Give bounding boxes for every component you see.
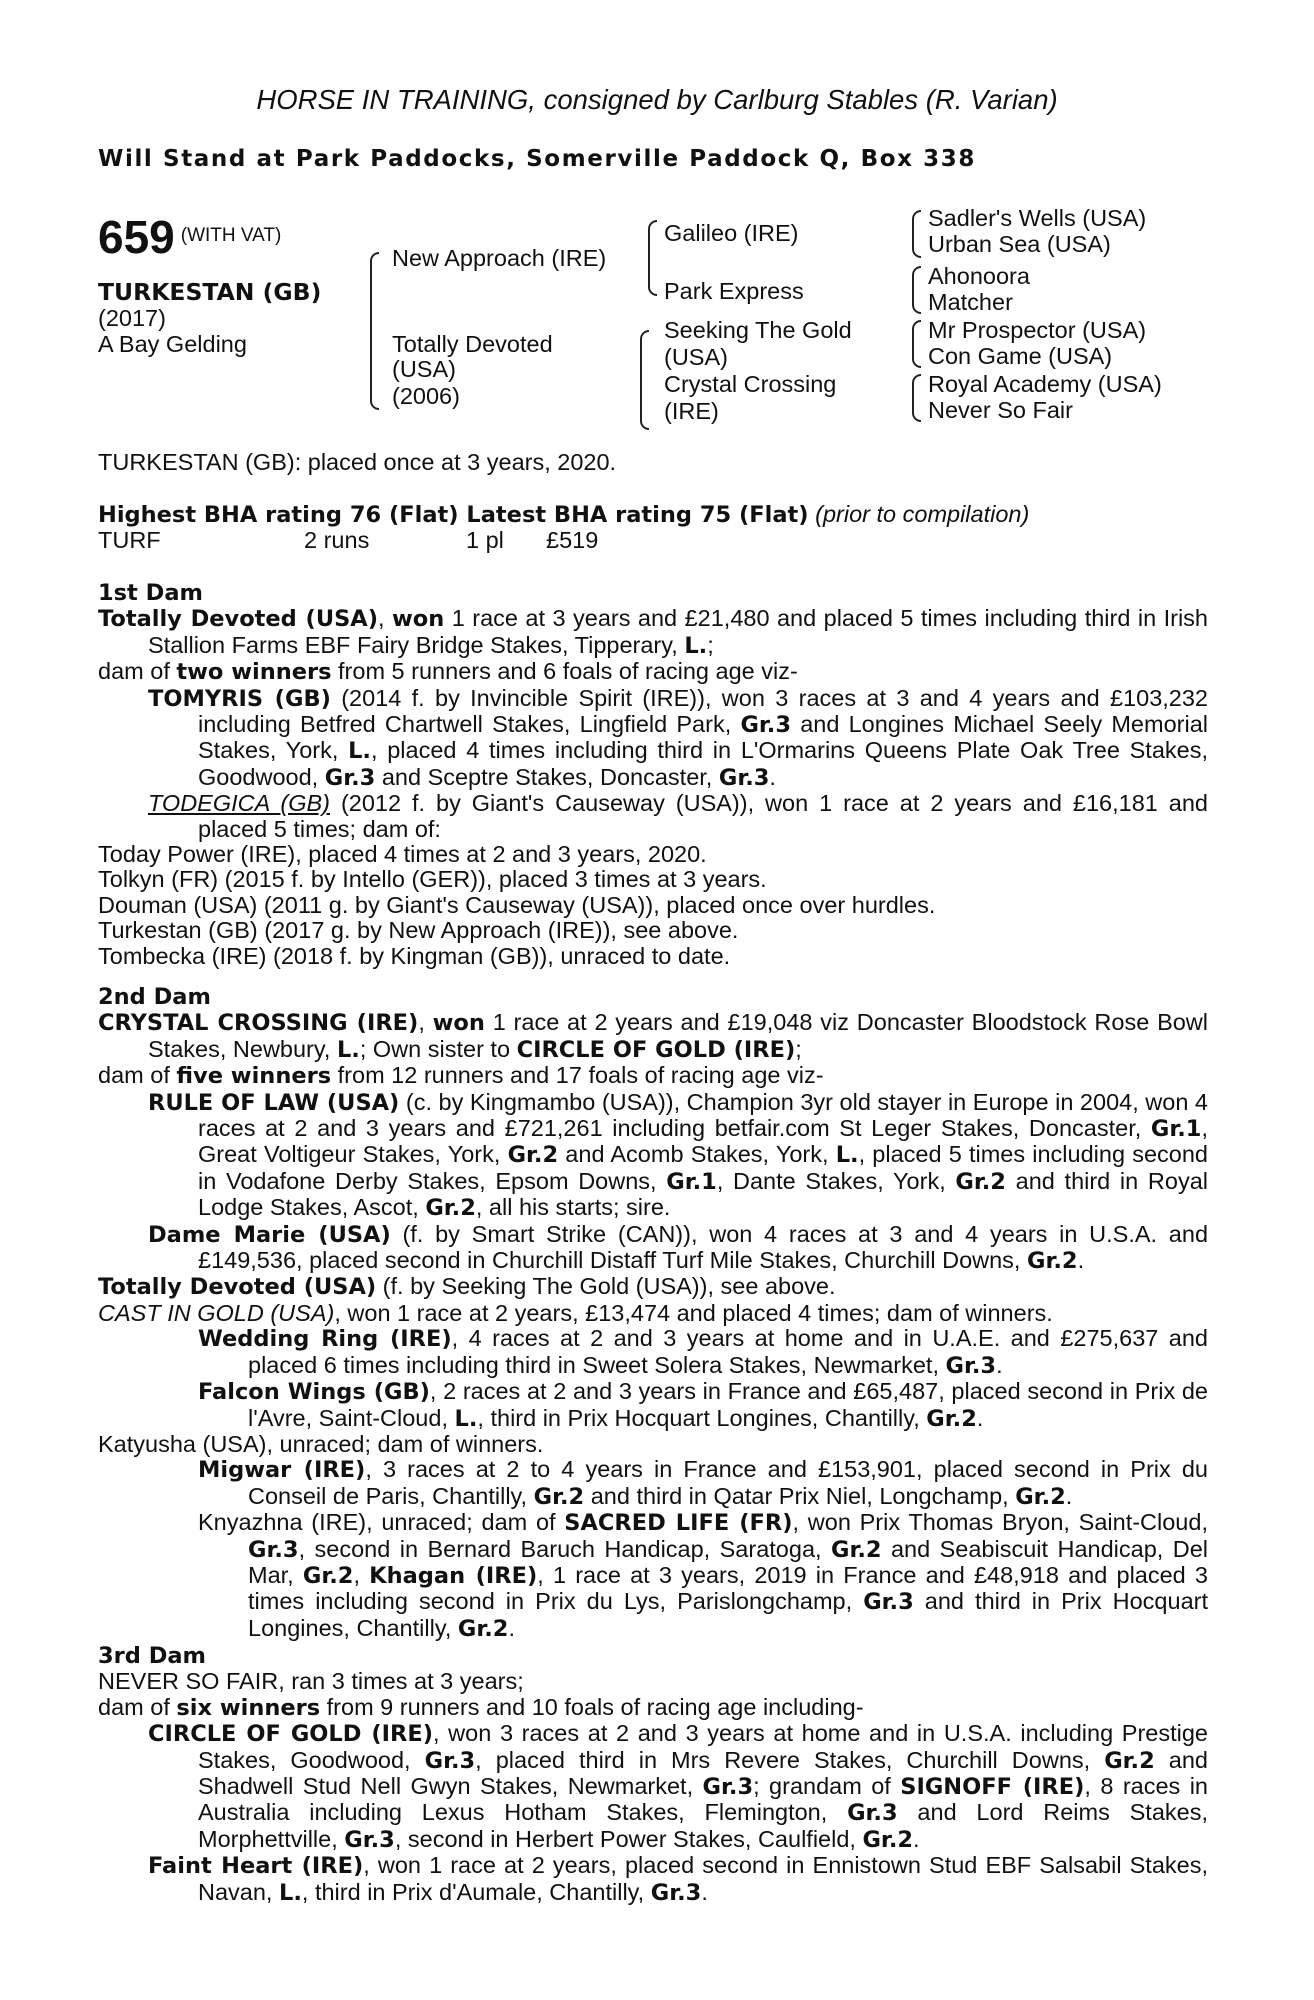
turf-placed: 1 pl — [466, 527, 504, 553]
produce-tomyris: TOMYRIS (GB) (2014 f. by Invincible Spirit (IRE)), won 3 races at 3 and 4 years and £103,232 including Betfred Chartwell Stakes, Lingfield Park, Gr.3 and Longines Michael Seely Memorial Stakes, York, L., placed 4 times including third in L'Ormarins Queens Plate Oak Tree Stakes, Goodwood, Gr.3 and Sceptre Stakes, Doncaster, Gr.3. — [148, 684, 1208, 791]
pedigree-gg-2: Urban Sea (USA) — [928, 231, 1111, 257]
pedigree-dam-dam-origin: (IRE) — [664, 398, 719, 424]
pedigree-gg-3: Ahonoora — [928, 263, 1030, 289]
produce-falcon-wings: Falcon Wings (GB), 2 races at 2 and 3 years in France and £65,487, placed second in Prix de l'Avre, Saint-Cloud, L., third in Prix Hocquart Longines, Chantilly, Gr.2. — [198, 1378, 1208, 1432]
pedigree-gg-8: Never So Fair — [928, 397, 1073, 423]
pedigree-brace-dam — [640, 330, 649, 430]
lot-number — [98, 210, 281, 263]
horse-year: (2017) — [98, 305, 166, 331]
pedigree-brace-main — [370, 252, 379, 410]
rating-bold: Highest BHA rating 76 (Flat) Latest BHA rating 75 (Flat) — [98, 502, 809, 528]
produce-totally-devoted: Totally Devoted (USA) (f. by Seeking The Gold (USA)), see above. — [98, 1273, 836, 1301]
horse-name: TURKESTAN (GB) — [98, 278, 322, 306]
consignment-title: HORSE IN TRAINING, consigned by Carlburg Stables (R. Varian) — [256, 84, 1058, 115]
pedigree-sire-dam: Park Express — [664, 278, 804, 304]
first-dam-record: Totally Devoted (USA), won 1 race at 3 years and £21,480 and placed 5 times including third in Irish Stallion Farms EBF Fairy Bridge Stakes, Tipperary, L.; — [98, 605, 1209, 659]
first-dam-section — [98, 581, 1208, 969]
produce-todegica: TODEGICA (GB) (2012 f. by Giant's Causeway (USA)), won 1 race at 2 years and £16,181 and placed 5 times; dam of: — [148, 790, 1208, 842]
third-dam-produce-summary: dam of six winners from 9 runners and 10 foals of racing age including- — [98, 1693, 864, 1721]
produce-knyazhna: Knyazhna (IRE), unraced; dam of SACRED LIFE (FR), won Prix Thomas Bryon, Saint-Cloud, Gr.3, second in Bernard Baruch Handicap, Saratoga, Gr.2 and Seabiscuit Handicap, Del Mar, Gr.2, Khagan (IRE), 1 race at 3 years, 2019 in France and £48,918 and placed 3 times including second in Prix du Lys, Parislongchamp, Gr.3 and third in Prix Hocquart Longines, Chantilly, Gr.2. — [198, 1509, 1209, 1642]
pedigree-dam-sire: Seeking The Gold — [664, 317, 852, 343]
pedigree-dam-origin: (USA) — [392, 356, 456, 382]
produce-turkestan: Turkestan (GB) (2017 g. by New Approach (IRE)), see above. — [98, 917, 739, 944]
pedigree-brace-gg3 — [912, 320, 921, 368]
rating-note: (prior to compilation) — [815, 501, 1030, 527]
third-dam-section — [98, 1644, 1208, 1906]
first-dam-heading: 1st Dam — [98, 580, 203, 606]
turf-record: TURF — [98, 527, 161, 553]
pedigree-gg-5: Mr Prospector (USA) — [928, 317, 1147, 343]
pedigree-sire: New Approach (IRE) — [392, 245, 607, 271]
produce-rule-of-law: RULE OF LAW (USA) (c. by Kingmambo (USA)), Champion 3yr old stayer in Europe in 2004, won 4 races at 2 and 3 years and £721,261 including betfair.com St Leger Stakes, Doncaster, Gr.1, Great Voltigeur Stakes, York, Gr.2 and Acomb Stakes, York, L., placed 5 times including second in Vodafone Derby Stakes, Epsom Downs, Gr.1, Dante Stakes, York, Gr.2 and third in Royal Lodge Stakes, Ascot, Gr.2, all his starts; sire. — [148, 1088, 1208, 1222]
third-dam-record: NEVER SO FAIR, ran 3 times at 3 years; — [98, 1668, 524, 1695]
second-dam-record: CRYSTAL CROSSING (IRE), won 1 race at 2 years and £19,048 viz Doncaster Bloodstock Rose Bowl Stakes, Newbury, L.; Own sister to CIRCLE OF GOLD (IRE); — [98, 1009, 1209, 1063]
produce-dame-marie: Dame Marie (USA) (f. by Smart Strike (CAN)), won 4 races at 3 and 4 years in U.S.A. and £149,536, placed second in Churchill Distaff Turf Mile Stakes, Churchill Downs, Gr.2. — [148, 1220, 1209, 1275]
pedigree-sire-sire: Galileo (IRE) — [664, 220, 799, 246]
pedigree-gg-7: Royal Academy (USA) — [928, 371, 1162, 397]
produce-cast-in-gold: CAST IN GOLD (USA), won 1 race at 2 years, £13,474 and placed 4 times; dam of winners. — [98, 1299, 1053, 1326]
produce-douman: Douman (USA) (2011 g. by Giant's Causeway (USA)), placed once over hurdles. — [98, 891, 936, 918]
placed-summary: TURKESTAN (GB): placed once at 3 years, 2020. — [98, 449, 617, 475]
pedigree-brace-gg2 — [912, 266, 921, 314]
pedigree-gg-4: Matcher — [928, 289, 1013, 315]
pedigree-gg-6: Con Game (USA) — [928, 343, 1113, 369]
vat-note: (WITH VAT) — [180, 225, 282, 246]
pedigree-dam: Totally Devoted — [392, 331, 553, 357]
first-dam-produce-summary: dam of two winners from 5 runners and 6 foals of racing age viz- — [98, 658, 798, 686]
pedigree-brace-gg1 — [912, 210, 921, 258]
pedigree-dam-sire-origin: (USA) — [664, 344, 728, 370]
second-dam-section — [98, 985, 1208, 1642]
pedigree-gg-1: Sadler's Wells (USA) — [928, 205, 1147, 231]
produce-tombecka: Tombecka (IRE) (2018 f. by Kingman (GB)), unraced to date. — [98, 942, 731, 969]
horse-description: A Bay Gelding — [98, 331, 247, 357]
second-dam-heading: 2nd Dam — [98, 984, 211, 1010]
turf-runs: 2 runs — [304, 527, 370, 553]
produce-wedding-ring: Wedding Ring (IRE), 4 races at 2 and 3 years at home and in U.A.E. and £275,637 and placed 6 times including third in Sweet Solera Stakes, Newmarket, Gr.3. — [198, 1325, 1208, 1379]
pedigree-brace-gg4 — [912, 374, 921, 422]
pedigree-brace-sire — [648, 220, 657, 296]
stand-location: Will Stand at Park Paddocks, Somerville Paddock Q, Box 338 — [98, 146, 976, 172]
second-dam-produce-summary: dam of five winners from 12 runners and 17 foals of racing age viz- — [98, 1062, 824, 1090]
turf-prize: £519 — [546, 527, 599, 553]
produce-today-power: Today Power (IRE), placed 4 times at 2 and 3 years, 2020. — [98, 841, 707, 868]
rating-line — [98, 502, 1029, 528]
produce-tolkyn: Tolkyn (FR) (2015 f. by Intello (GER)), placed 3 times at 3 years. — [98, 866, 767, 893]
produce-faint-heart: Faint Heart (IRE), won 1 race at 2 years, placed second in Ennistown Stud EBF Salsabil Stakes, Navan, L., third in Prix d'Aumale, Chantilly, Gr.3. — [148, 1852, 1208, 1906]
lot-number-value: 659 — [98, 211, 175, 263]
produce-circle-of-gold: CIRCLE OF GOLD (IRE), won 3 races at 2 and 3 years at home and in U.S.A. including Prestige Stakes, Goodwood, Gr.3, placed third in Mrs Revere Stakes, Churchill Downs, Gr.2 and Shadwell Stud Nell Gwyn Stakes, Newmarket, Gr.3; grandam of SIGNOFF (IRE), 8 races in Australia including Lexus Hotham Stakes, Flemington, Gr.3 and Lord Reims Stakes, Morphettville, Gr.3, second in Herbert Power Stakes, Caulfield, Gr.2. — [148, 1720, 1209, 1853]
pedigree-dam-year: (2006) — [392, 383, 460, 409]
third-dam-heading: 3rd Dam — [98, 1643, 206, 1669]
produce-migwar: Migwar (IRE), 3 races at 2 to 4 years in France and £153,901, placed second in Prix du Conseil de Paris, Chantilly, Gr.2 and third in Qatar Prix Niel, Longchamp, Gr.2. — [198, 1456, 1208, 1510]
produce-katyusha: Katyusha (USA), unraced; dam of winners. — [98, 1430, 544, 1457]
pedigree-dam-dam: Crystal Crossing — [664, 371, 837, 397]
